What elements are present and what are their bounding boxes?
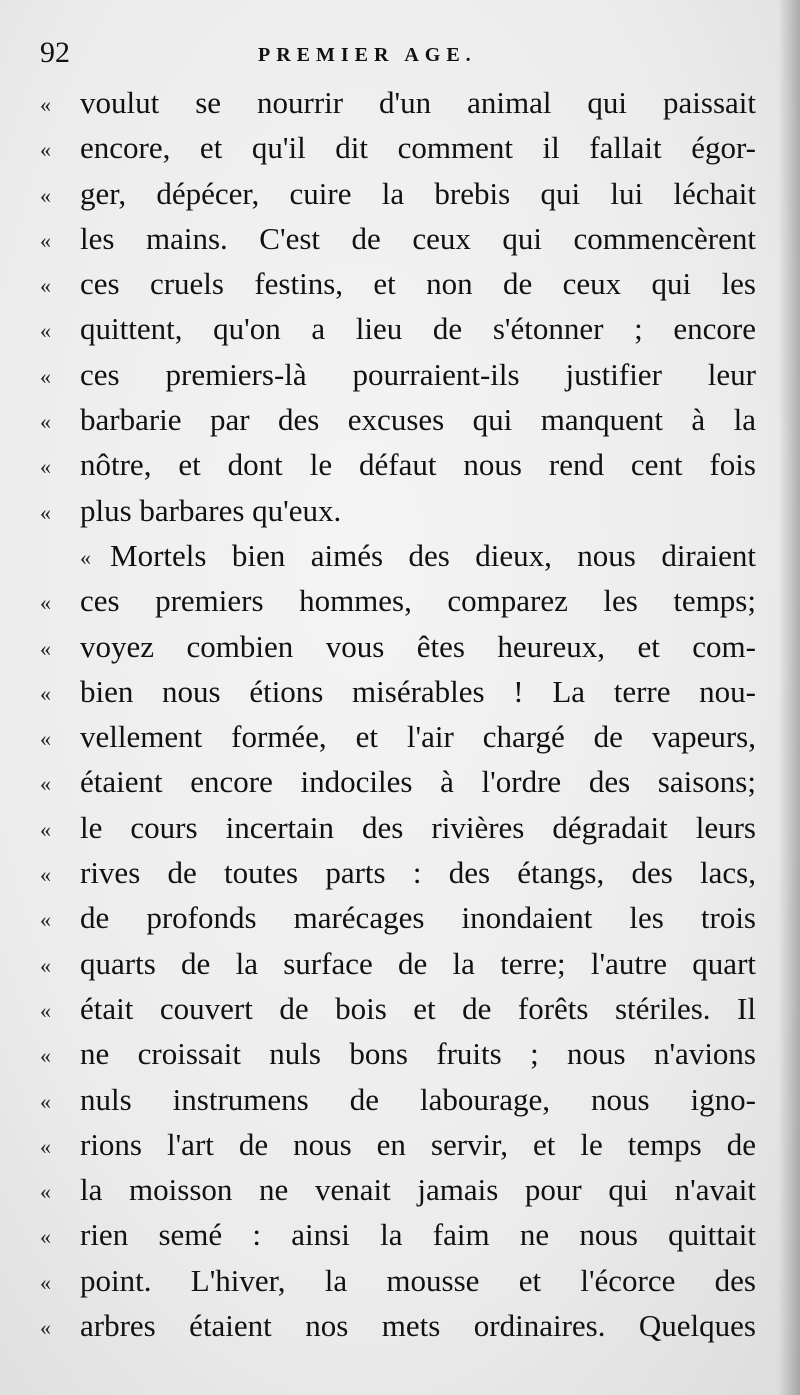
line-text: le cours incertain des rivières dégradait leurs — [80, 809, 756, 845]
quotation-mark: « — [40, 1043, 51, 1069]
text-line — [40, 80, 756, 125]
line-text: rien semé : ainsi la faim ne nous quittait — [80, 1217, 756, 1253]
quotation-mark: « — [80, 544, 91, 570]
quotation-mark: « — [40, 1088, 51, 1114]
line-text: les mains. C'est de ceux qui commencèrent — [80, 220, 756, 256]
quotation-mark: « — [40, 590, 51, 616]
quotation-mark: « — [40, 227, 51, 253]
body-text — [40, 80, 756, 1348]
text-line — [40, 352, 756, 397]
text-line — [40, 442, 756, 487]
page-header — [40, 36, 760, 76]
page-edge-shadow — [778, 0, 800, 1395]
line-text: ces premiers-là pourraient-ils justifier leur — [80, 356, 756, 392]
text-line — [40, 1212, 756, 1257]
line-text: nuls instrumens de labourage, nous igno- — [80, 1081, 756, 1117]
text-line — [40, 171, 756, 216]
quotation-mark: « — [40, 1269, 51, 1295]
text-line — [40, 895, 756, 940]
quotation-mark: « — [40, 816, 51, 842]
line-text: était couvert de bois et de forêts stériles. Il — [80, 990, 756, 1026]
line-text: ne croissait nuls bons fruits ; nous n'avions — [80, 1036, 756, 1072]
quotation-mark: « — [40, 499, 51, 525]
line-text: nôtre, et dont le défaut nous rend cent fois — [80, 447, 756, 483]
line-text: encore, et qu'il dit comment il fallait égor- — [80, 130, 756, 166]
text-line — [40, 805, 756, 850]
quotation-mark: « — [40, 454, 51, 480]
text-line — [40, 1031, 756, 1076]
text-line — [40, 759, 756, 804]
quotation-mark: « — [40, 771, 51, 797]
quotation-mark: « — [40, 137, 51, 163]
quotation-mark: « — [40, 92, 51, 117]
quotation-mark: « — [40, 182, 51, 208]
running-head: PREMIER AGE. — [258, 44, 477, 66]
quotation-mark: « — [40, 635, 51, 661]
text-line — [40, 714, 756, 759]
quotation-mark: « — [40, 1133, 51, 1159]
quotation-mark: « — [40, 318, 51, 344]
line-text: voyez combien vous êtes heureux, et com- — [80, 628, 756, 664]
text-line — [40, 1167, 756, 1212]
page-number: 92 — [40, 36, 70, 69]
line-text: Mortels bien aimés des dieux, nous diraient — [110, 537, 756, 573]
quotation-mark: « — [40, 726, 51, 752]
quotation-mark: « — [40, 997, 51, 1023]
text-line — [40, 1077, 756, 1122]
line-text: voulut se nourrir d'un animal qui paissait — [80, 85, 756, 120]
line-text: arbres étaient nos mets ordinaires. Quelques — [80, 1308, 756, 1344]
text-line — [40, 306, 756, 351]
line-text: rives de toutes parts : des étangs, des lacs, — [80, 855, 756, 891]
text-line — [40, 488, 756, 533]
text-line — [40, 533, 756, 578]
line-text: étaient encore indociles à l'ordre des saisons; — [80, 764, 756, 800]
text-line — [40, 1258, 756, 1303]
line-text: la moisson ne venait jamais pour qui n'avait — [80, 1172, 756, 1208]
line-text: ces premiers hommes, comparez les temps; — [80, 583, 756, 619]
text-line — [40, 216, 756, 261]
text-line — [40, 125, 756, 170]
text-line — [40, 986, 756, 1031]
line-text: barbarie par des excuses qui manquent à la — [80, 402, 756, 438]
text-line — [40, 1303, 756, 1348]
quotation-mark: « — [40, 1315, 51, 1341]
quotation-mark: « — [40, 1179, 51, 1205]
line-text: de profonds marécages inondaient les trois — [80, 900, 756, 936]
text-line — [40, 624, 756, 669]
line-text: quarts de la surface de la terre; l'autre quart — [80, 945, 756, 981]
quotation-mark: « — [40, 862, 51, 888]
quotation-mark: « — [40, 952, 51, 978]
line-text: rions l'art de nous en servir, et le temps de — [80, 1126, 756, 1162]
text-line — [40, 669, 756, 714]
text-line — [40, 1122, 756, 1167]
quotation-mark: « — [40, 273, 51, 299]
quotation-mark: « — [40, 363, 51, 389]
text-line — [40, 397, 756, 442]
line-text: ces cruels festins, et non de ceux qui les — [80, 266, 756, 302]
line-text: plus barbares qu'eux. — [80, 492, 342, 528]
text-line — [40, 850, 756, 895]
quotation-mark: « — [40, 409, 51, 435]
line-text: vellement formée, et l'air chargé de vapeurs, — [80, 719, 756, 755]
line-text: ger, dépécer, cuire la brebis qui lui léchait — [80, 175, 756, 211]
line-text: point. L'hiver, la mousse et l'écorce des — [80, 1262, 756, 1298]
quotation-mark: « — [40, 907, 51, 933]
quotation-mark: « — [40, 1224, 51, 1250]
text-line — [40, 941, 756, 986]
quotation-mark: « — [40, 680, 51, 706]
line-text: quittent, qu'on a lieu de s'étonner ; encore — [80, 311, 756, 347]
line-text: bien nous étions misérables ! La terre nou- — [80, 673, 756, 709]
text-line — [40, 578, 756, 623]
text-line — [40, 261, 756, 306]
